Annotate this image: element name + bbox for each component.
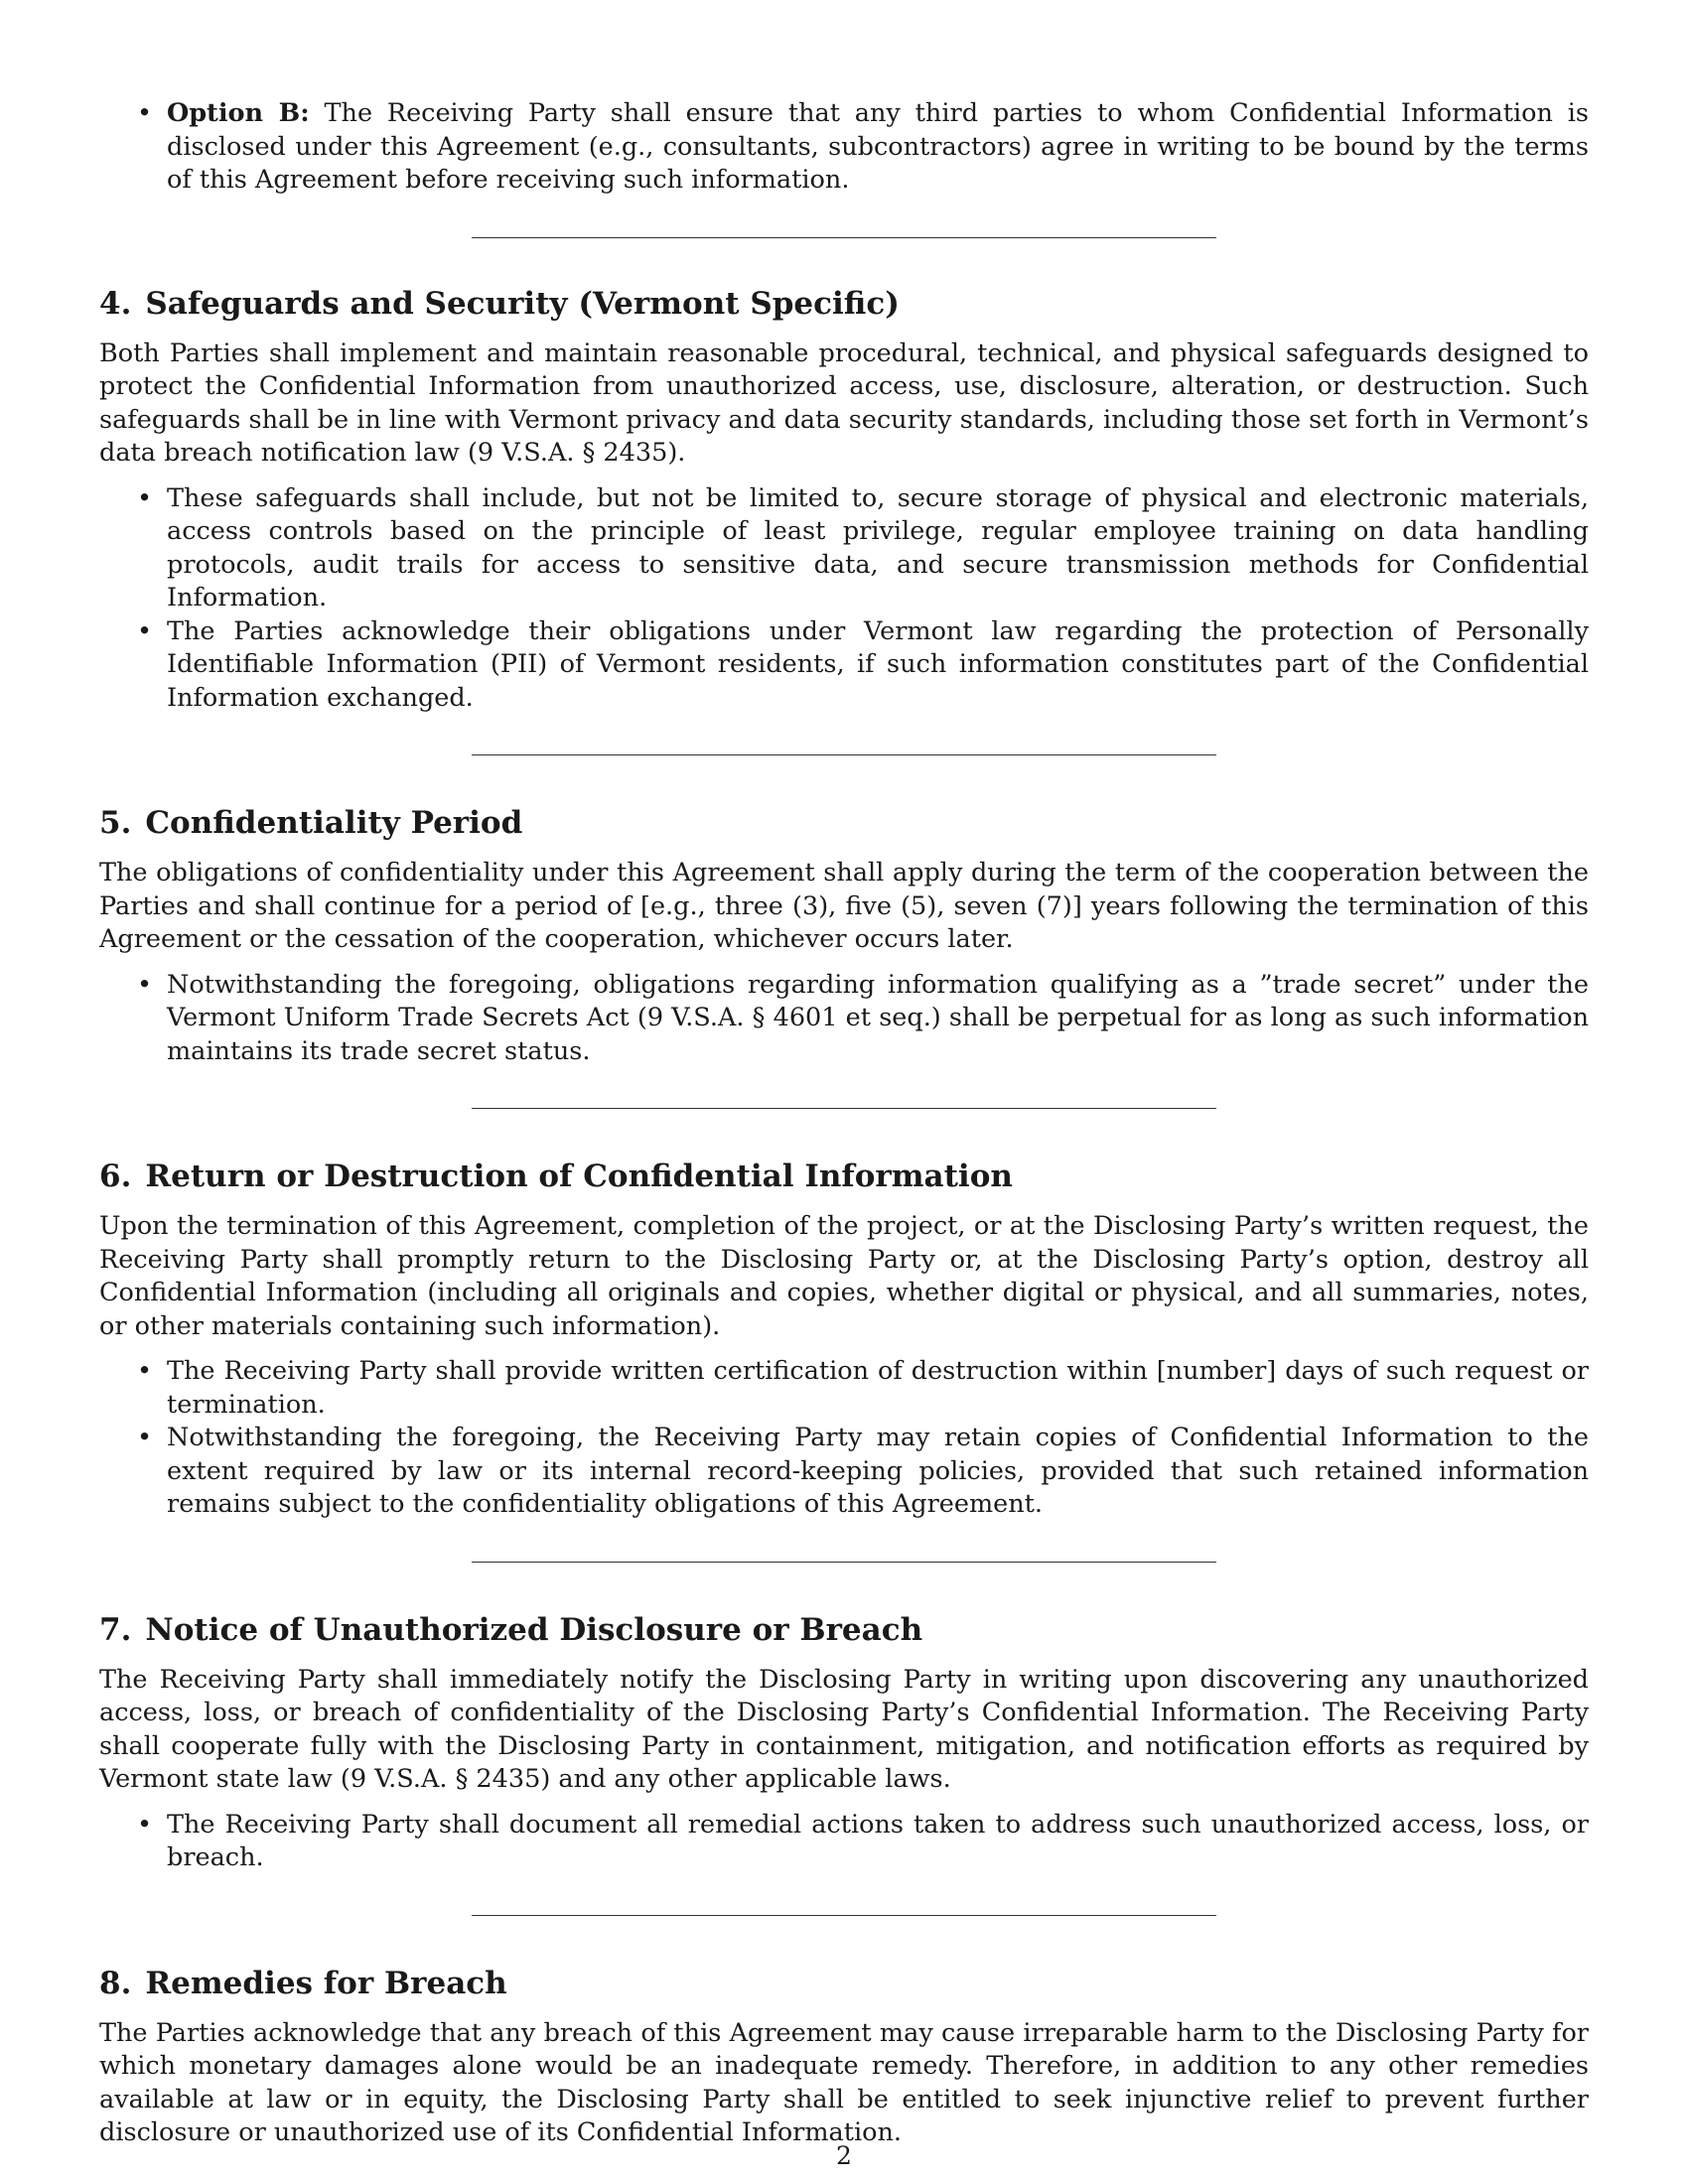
section-title: Notice of Unauthorized Disclosure or Breach bbox=[145, 1611, 923, 1648]
section-bullets bbox=[99, 482, 1589, 716]
section-bullets bbox=[99, 969, 1589, 1069]
section-heading bbox=[99, 284, 1589, 324]
section-number: 8. bbox=[99, 1965, 132, 2001]
section-paragraph: The Parties acknowledge that any breach of this Agreement may cause irreparable harm to the Disclosing Party for which monetary damages alone would be an inadequate remedy. Therefore, in addition to any other remedies available at law or in equity, the Disclosing Party shall be entitled to seek injunctive relief to prevent further disclosure or unauthorized use of its Confidential Information. bbox=[99, 2017, 1589, 2147]
list-item: • Notwithstanding the foregoing, obligations regarding information qualifying as a ”trade secret” under the Vermont Uniform Trade Secrets Act (9 V.S.A. § 4601 et seq.) shall be perpetual for as long as such information maintains its trade secret status. bbox=[167, 969, 1589, 1069]
section-heading bbox=[99, 1610, 1589, 1650]
list-item bbox=[167, 97, 1589, 198]
page-number: 2 bbox=[836, 2141, 852, 2170]
list-item: • These safeguards shall include, but not be limited to, secure storage of physical and electronic materials, access controls based on the principle of least privilege, regular employee training on data handling protocols, audit trails for access to sensitive data, and secure transmission methods for Confidential Information. bbox=[167, 482, 1589, 615]
section-divider bbox=[472, 1562, 1216, 1563]
list-item: • The Receiving Party shall document all remedial actions taken to address such unauthorized access, loss, or breach. bbox=[167, 1809, 1589, 1875]
section-bullets bbox=[99, 1809, 1589, 1875]
section-number: 4. bbox=[99, 285, 132, 322]
section-divider bbox=[472, 1108, 1216, 1109]
section-7 bbox=[99, 1610, 1589, 1875]
document-page bbox=[99, 97, 1589, 2162]
section-title: Safeguards and Security (Vermont Specific) bbox=[145, 285, 900, 322]
option-list bbox=[99, 97, 1589, 198]
section-4 bbox=[99, 284, 1589, 716]
section-6 bbox=[99, 1157, 1589, 1522]
section-number: 7. bbox=[99, 1611, 132, 1648]
section-heading bbox=[99, 1157, 1589, 1196]
section-divider bbox=[472, 754, 1216, 755]
section-paragraph: The Receiving Party shall immediately notify the Disclosing Party in writing upon discovering any unauthorized access, loss, or breach of confidentiality of the Disclosing Party’s Confidential Information. The Receiving Party shall cooperate fully with the Disclosing Party in containment, mitigation, and notification efforts as required by Vermont state law (9 V.S.A. § 2435) and any other applicable laws. bbox=[99, 1664, 1589, 1794]
section-divider bbox=[472, 237, 1216, 238]
section-title: Return or Destruction of Confidential Information bbox=[145, 1159, 1013, 1194]
section-heading bbox=[99, 803, 1589, 843]
section-paragraph: The obligations of confidentiality under this Agreement shall apply during the term of the cooperation between the Parties and shall continue for a period of [e.g., three (3), five (5), seven (7)] years following the termination of this Agreement or the cessation of the cooperation, whichever occurs later. bbox=[99, 858, 1589, 954]
option-text: The Receiving Party shall ensure that any third parties to whom Confidential Information is disclosed under this Agreement (e.g., consultants, subcontractors) agree in writing to be bound by the terms of this Agreement before receiving such information. bbox=[167, 98, 1590, 195]
section-5 bbox=[99, 803, 1589, 1068]
list-item: • Notwithstanding the foregoing, the Receiving Party may retain copies of Confidential Information to the extent required by law or its internal record-keeping policies, provided that such retained information remains subject to the confidentiality obligations of this Agreement. bbox=[167, 1422, 1589, 1522]
section-bullets bbox=[99, 1355, 1589, 1522]
section-title: Remedies for Breach bbox=[145, 1965, 507, 2001]
section-paragraph: Upon the termination of this Agreement, completion of the project, or at the Disclosing Party’s written request, the Receiving Party shall promptly return to the Disclosing Party or, at the Disclosing Party’s option, destroy all Confidential Information (including all originals and copies, whether digital or physical, and all summaries, notes, or other materials containing such information). bbox=[99, 1211, 1589, 1341]
section-number: 6. bbox=[99, 1159, 132, 1194]
section-title: Confidentiality Period bbox=[145, 805, 523, 841]
section-divider bbox=[472, 1915, 1216, 1916]
section-paragraph: Both Parties shall implement and maintain reasonable procedural, technical, and physical safeguards designed to protect the Confidential Information from unauthorized access, use, disclosure, alteration, or destruction. Such safeguards shall be in line with Vermont privacy and data security standards, including those set forth in Vermont’s data breach notification law (9 V.S.A. § 2435). bbox=[99, 338, 1589, 468]
section-heading bbox=[99, 1964, 1589, 2003]
list-item: • The Parties acknowledge their obligations under Vermont law regarding the protection of Personally Identifiable Information (PII) of Vermont residents, if such information constitutes part of the Confidential Information exchanged. bbox=[167, 615, 1589, 716]
option-label: Option B: bbox=[167, 98, 310, 128]
section-8 bbox=[99, 1964, 1589, 2150]
list-item: • The Receiving Party shall provide written certification of destruction within [number] days of such request or termination. bbox=[167, 1355, 1589, 1422]
section-number: 5. bbox=[99, 805, 132, 841]
